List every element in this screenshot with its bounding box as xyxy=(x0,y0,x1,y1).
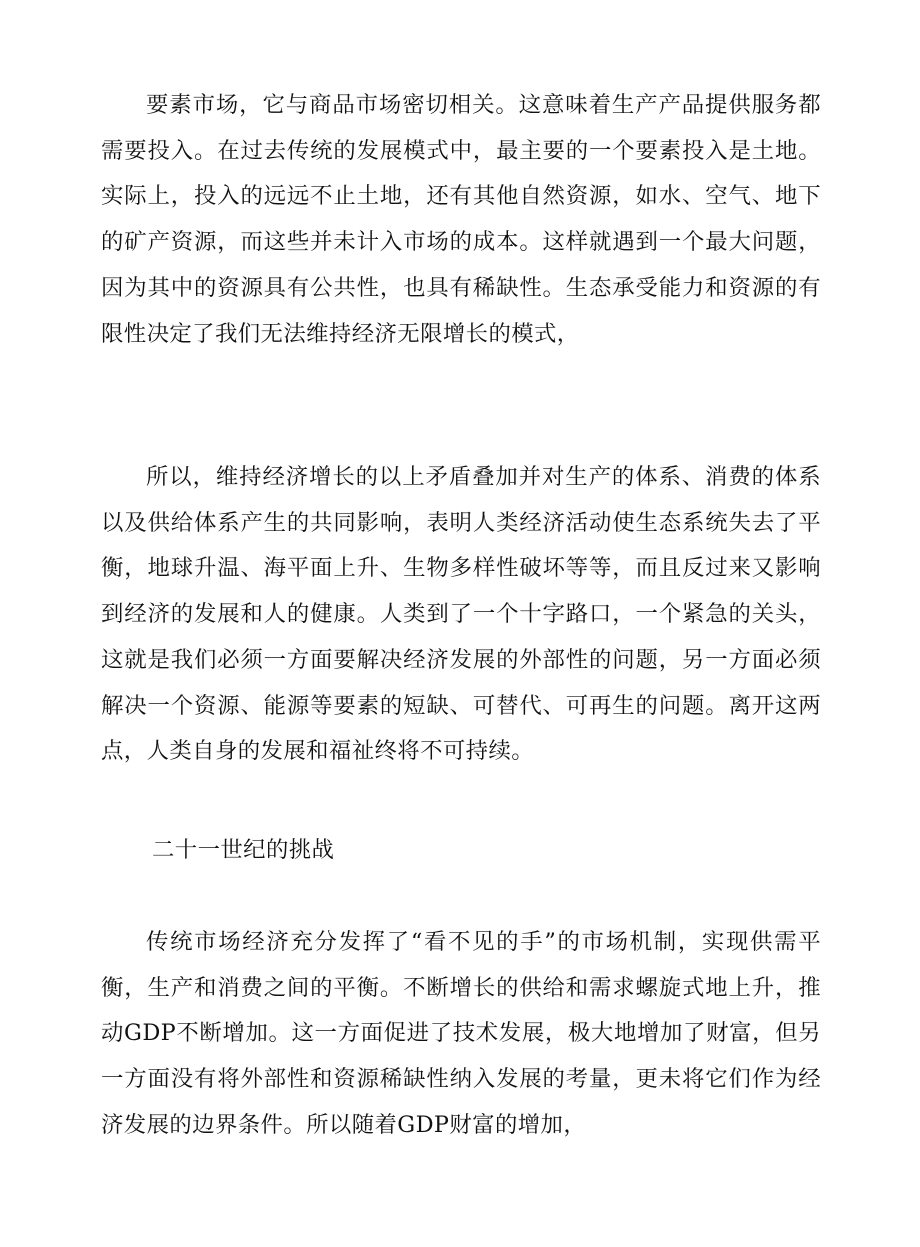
paragraph-traditional-market: 传统市场经济充分发挥了“看不见的手”的市场机制，实现供需平衡，生产和消费之间的平衡。不断增长的供给和需求螺旋式地上升，推动GDP不断增加。这一方面促进了技术发展，极大地增加了财富，但另一方面没有将外部性和资源稀缺性纳入发展的考量，更未将它们作为经济发展的边界条件。所以随着GDP财富的增加， xyxy=(101,929,821,1138)
paragraph-ecological-balance: 所以，维持经济增长的以上矛盾叠加并对生产的体系、消费的体系以及供给体系产生的共同影响，表明人类经济活动使生态系统失去了平衡，地球升温、海平面上升、生物多样性破坏等等，而且反过来又影响到经济的发展和人的健康。人类到了一个十字路口，一个紧急的关头，这就是我们必须一方面要解决经济发展的外部性的问题，另一方面必须解决一个资源、能源等要素的短缺、可替代、可再生的问题。离开这两点，人类自身的发展和福祉终将不可持续。 xyxy=(101,464,821,765)
section-heading: 二十一世纪的挑战 xyxy=(152,837,335,863)
paragraph-factor-market: 要素市场，它与商品市场密切相关。这意味着生产产品提供服务都需要投入。在过去传统的发展模式中，最主要的一个要素投入是土地。实际上，投入的远远不止土地，还有其他自然资源，如水、空气、地下的矿产资源，而这些并未计入市场的成本。这样就遇到一个最大问题，因为其中的资源具有公共性，也具有稀缺性。生态承受能力和资源的有限性决定了我们无法维持经济无限增长的模式， xyxy=(101,92,821,347)
